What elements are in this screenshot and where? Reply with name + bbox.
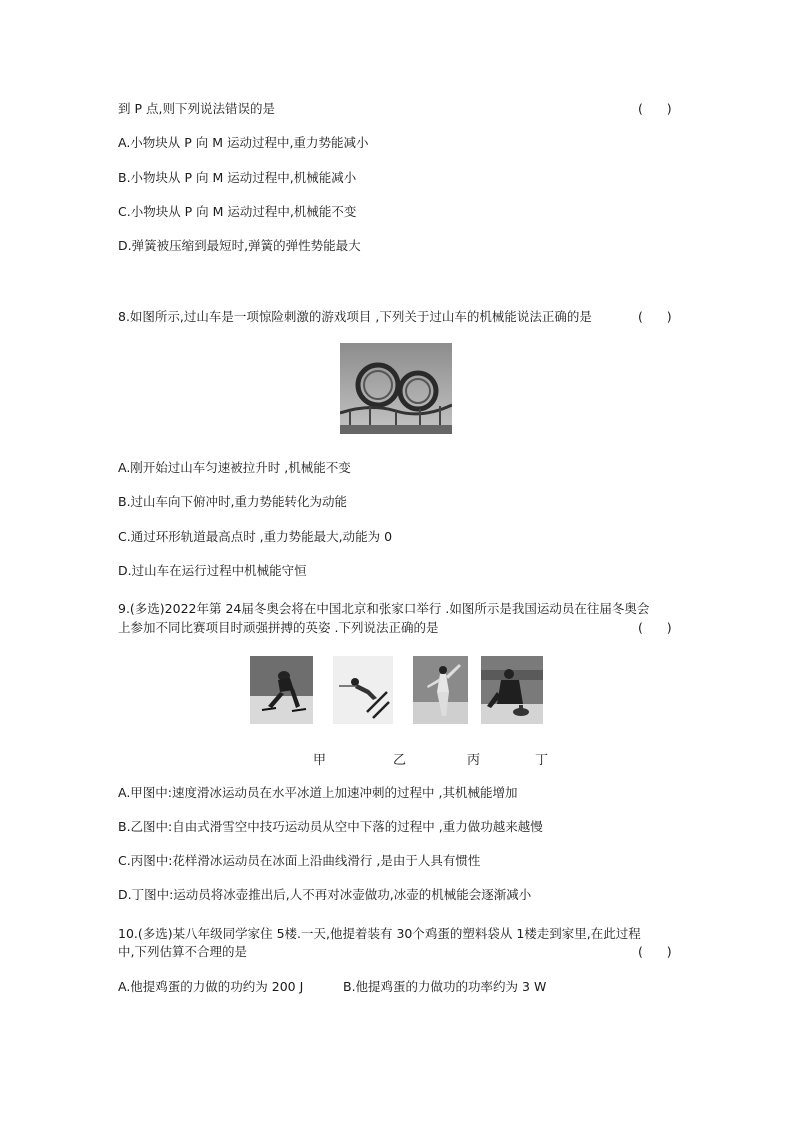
q9-option-d: D.丁图中:运动员将冰壶推出后,人不再对冰壶做功,冰壶的机械能会逐渐减小 xyxy=(118,887,532,902)
aerial-skier-photo xyxy=(333,656,393,724)
q7-option-b: B.小物块从 P 向 M 运动过程中,机械能减小 xyxy=(118,170,357,185)
q9-option-a: A.甲图中:速度滑冰运动员在水平冰道上加速冲刺的过程中 ,其机械能增加 xyxy=(118,785,518,800)
q10-stem-line2: 中,下列估算不合理的是 xyxy=(118,944,247,959)
q9-option-b: B.乙图中:自由式滑雪空中技巧运动员从空中下落的过程中 ,重力做功越来越慢 xyxy=(118,819,543,834)
q7-option-a: A.小物块从 P 向 M 运动过程中,重力势能减小 xyxy=(118,135,369,150)
q7-stem-tail: 到 P 点,则下列说法错误的是 xyxy=(118,101,275,116)
curler-photo xyxy=(481,656,543,724)
q7-option-c: C.小物块从 P 向 M 运动过程中,机械能不变 xyxy=(118,204,357,219)
q7-option-d: D.弹簧被压缩到最短时,弹簧的弹性势能最大 xyxy=(118,238,361,253)
q10-stem-line1: 10.(多选)某八年级同学家住 5楼.一天,他提着装有 30个鸡蛋的塑料袋从 1楼走到家里,在此过程 xyxy=(118,926,641,941)
caption-bing: 丙 xyxy=(467,753,481,768)
q7-answer-paren: ( ) xyxy=(638,101,672,116)
q8-option-a: A.刚开始过山车匀速被拉升时 ,机械能不变 xyxy=(118,460,351,475)
speed-skater-photo xyxy=(250,656,313,724)
figure-skater-photo xyxy=(413,656,468,724)
q9-stem-line2: 上参加不同比赛项目时顽强拼搏的英姿 .下列说法正确的是 xyxy=(118,620,439,635)
roller-coaster-photo xyxy=(340,343,452,434)
q8-answer-paren: ( ) xyxy=(638,309,672,324)
q10-option-b: B.他提鸡蛋的力做功的功率约为 3 W xyxy=(343,979,547,994)
q10-answer-paren: ( ) xyxy=(638,944,672,959)
q9-stem-line1: 9.(多选)2022年第 24届冬奥会将在中国北京和张家口举行 .如图所示是我国运动员在往届冬奥会 xyxy=(118,601,650,616)
q9-answer-paren: ( ) xyxy=(638,620,672,635)
q10-option-a: A.他提鸡蛋的力做的功约为 200 J xyxy=(118,979,304,994)
q8-option-d: D.过山车在运行过程中机械能守恒 xyxy=(118,563,307,578)
q8-option-c: C.通过环形轨道最高点时 ,重力势能最大,动能为 0 xyxy=(118,529,393,544)
q8-option-b: B.过山车向下俯冲时,重力势能转化为动能 xyxy=(118,494,348,509)
q9-option-c: C.丙图中:花样滑冰运动员在冰面上沿曲线滑行 ,是由于人具有惯性 xyxy=(118,853,481,868)
caption-ding: 丁 xyxy=(535,753,549,768)
q8-stem: 8.如图所示,过山车是一项惊险刺激的游戏项目 ,下列关于过山车的机械能说法正确的是 xyxy=(118,309,592,324)
caption-yi: 乙 xyxy=(393,753,407,768)
caption-jia: 甲 xyxy=(313,753,327,768)
